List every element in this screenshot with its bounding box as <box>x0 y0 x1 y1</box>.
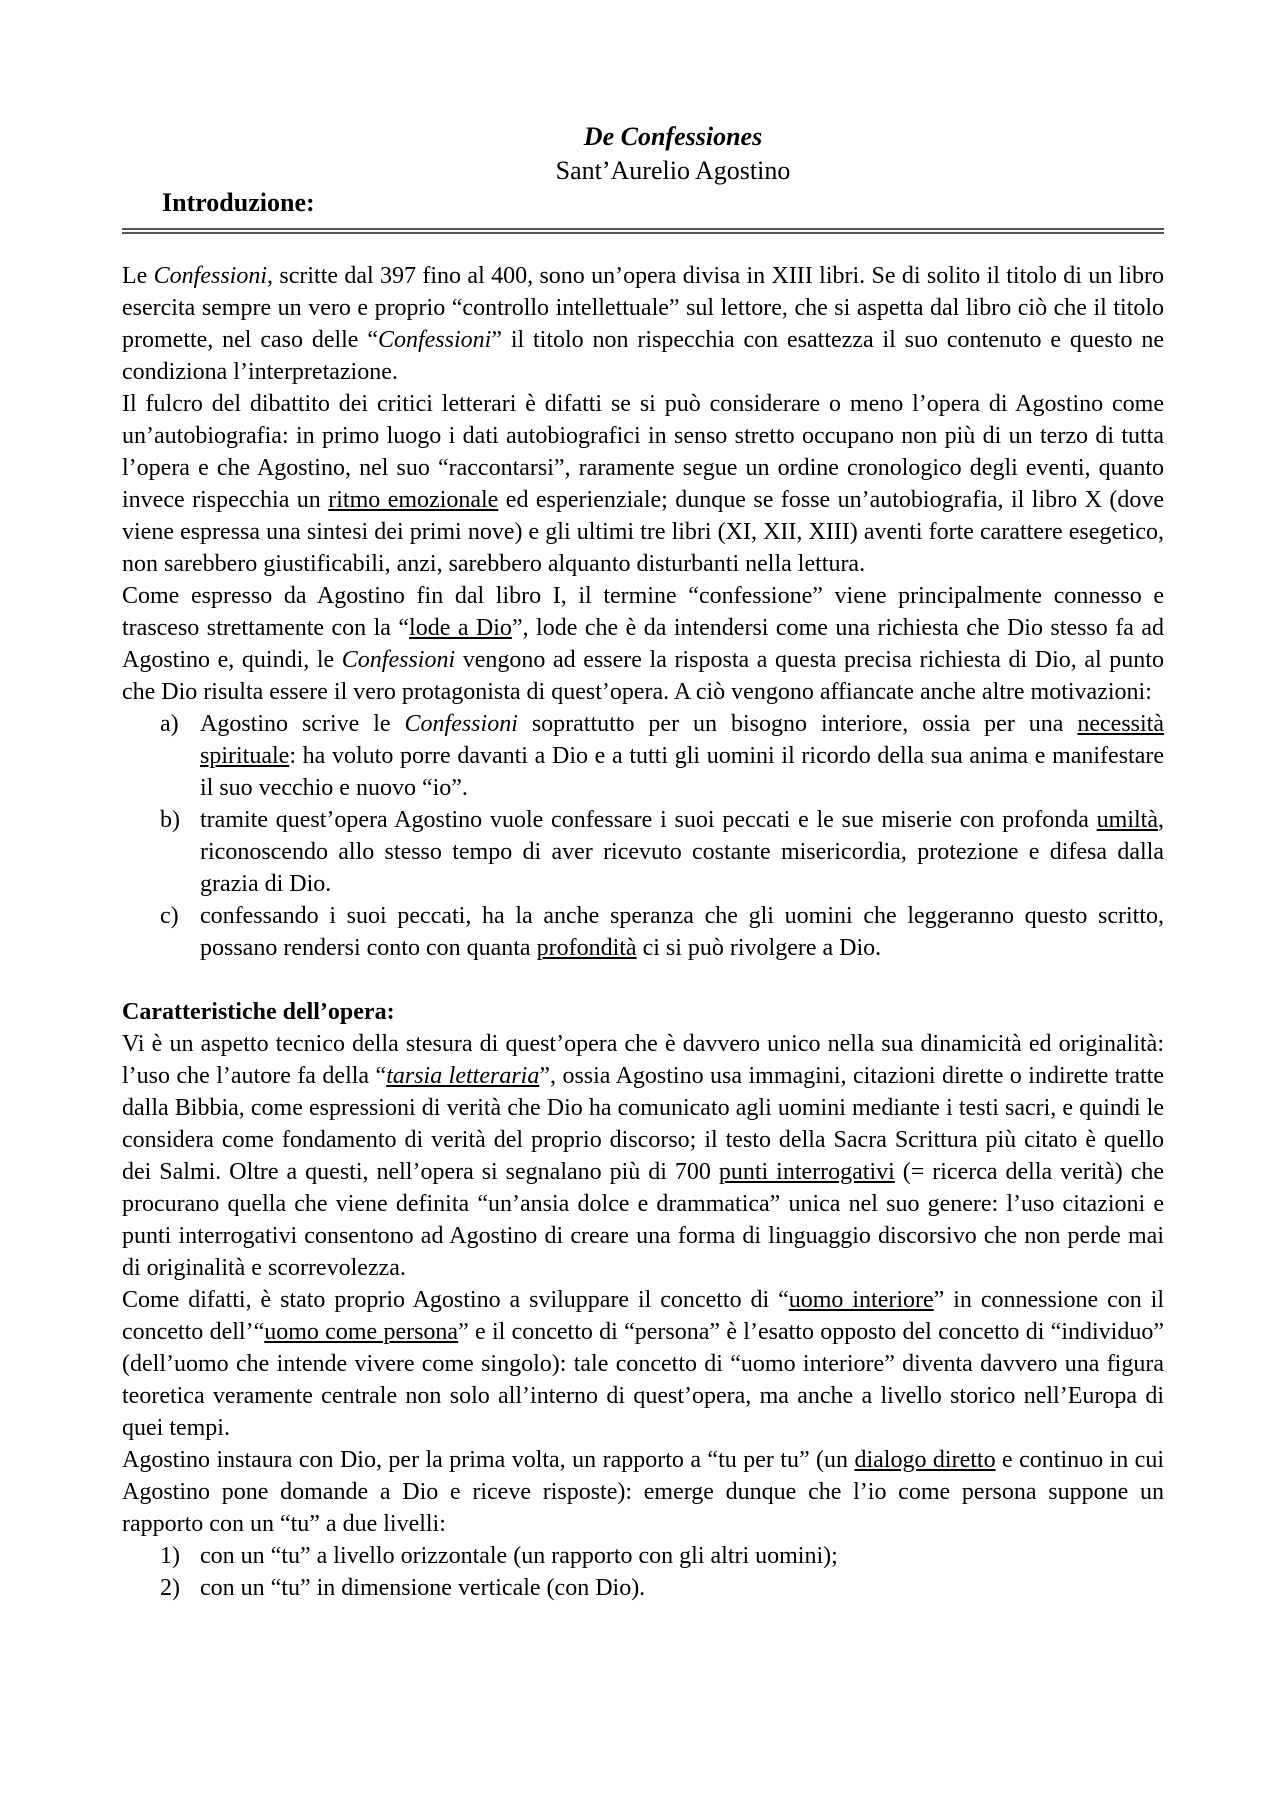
document-title: De Confessiones <box>583 122 763 151</box>
introduction-heading: Introduzione: <box>162 188 315 217</box>
text-run: vengono ad essere la risposta a questa precisa richiesta di Dio, al punto che Dio risulta essere il vero protagonista di quest’opera. A ciò vengono affiancate anche altre motivazioni: <box>122 647 1164 705</box>
features-paragraph-2 <box>122 1284 1164 1444</box>
list-item <box>160 1572 1164 1604</box>
list-item <box>160 804 1164 900</box>
list-item <box>160 708 1164 804</box>
relationship-levels-list <box>122 1540 1164 1604</box>
features-heading: Caratteristiche dell’opera: <box>122 999 395 1025</box>
italic-text: Confessioni <box>153 263 268 289</box>
underlined-text: profondità <box>536 935 637 961</box>
text-run: tramite quest’opera Agostino vuole confessare i suoi peccati e le sue miserie con profonda <box>200 807 1097 833</box>
list-marker: a) <box>160 711 179 737</box>
text-run: Come espresso da Agostino fin dal libro I, il termine “confessione” viene principalmente connesso e trasceso strettamente con la “ <box>122 583 1164 641</box>
text-run: con un “tu” in dimensione verticale (con Dio). <box>200 1575 646 1601</box>
text-run: (= ricerca della verità) che procurano quella che viene definita “un’ansia dolce e drammatica” unica nel suo genere: l’uso citazioni e punti interrogativi consentono ad Agostino di creare una forma di linguaggio discorsivo che non perde mai di originalità e scorrevolezza. <box>122 1159 1164 1281</box>
text-run: Agostino instaura con Dio, per la prima volta, un rapporto a “tu per tu” (un <box>122 1447 855 1473</box>
underlined-text: lode a Dio <box>409 615 512 641</box>
text-run: ci si può rivolgere a Dio. <box>636 935 882 961</box>
underlined-text: necessità spirituale <box>200 711 1164 769</box>
text-run: Agostino scrive le <box>200 711 405 737</box>
text-run: : ha voluto porre davanti a Dio e a tutti gli uomini il ricordo della sua anima e manifestare il suo vecchio e nuovo “io”. <box>200 743 1164 801</box>
list-item <box>160 1540 1164 1572</box>
underlined-text: dialogo diretto <box>854 1447 996 1473</box>
text-run: ” e il concetto di “persona” è l’esatto opposto del concetto di “individuo” (dell’uomo che intende vivere come singolo): tale concetto di “uomo interiore” diventa davvero una figura teoretica veramente centrale non solo all’interno di quest’opera, ma anche a livello storico nell’Europa di quei tempi. <box>122 1319 1164 1441</box>
text-run: Il fulcro del dibattito dei critici letterari è difatti se si può considerare o meno l’opera di Agostino come un’autobiografia: in primo luogo i dati autobiografici in senso stretto occupano non più di un terzo di tutta l’opera e che Agostino, nel suo “raccontarsi”, raramente segue un ordine cronologico degli eventi, quanto invece rispecchia un <box>122 391 1164 513</box>
list-marker: 1) <box>160 1543 180 1569</box>
intro-paragraph-1 <box>122 260 1164 388</box>
text-run: ”, ossia Agostino usa immagini, citazioni dirette o indirette tratte dalla Bibbia, come espressioni di verità che Dio ha comunicato agli uomini mediante i testi sacri, e quindi le considera come fondamento di verità del proprio discorso; il testo della Sacra Scrittura più citato è quello dei Salmi. Oltre a questi, nell’opera si segnalano più di 700 <box>122 1063 1165 1185</box>
underlined-text: punti interrogativi <box>718 1159 895 1185</box>
document-page <box>122 120 1164 1604</box>
double-divider <box>122 228 1164 234</box>
italic-text: Confessioni <box>341 647 456 673</box>
underlined-text: ritmo emozionale <box>328 487 499 513</box>
text-run: e continuo in cui Agostino pone domande a Dio e riceve risposte): emerge dunque che l’io come persona suppone un rapporto con un “tu” a due livelli: <box>122 1447 1164 1537</box>
text-run: Le <box>122 263 154 289</box>
document-subtitle: Sant’Aurelio Agostino <box>555 156 791 185</box>
list-marker: b) <box>160 807 180 833</box>
italic-text: Confessioni <box>377 327 492 353</box>
motivations-list <box>122 708 1164 964</box>
text-run: ed esperienziale; dunque se fosse un’autobiografia, il libro X (dove viene espressa una sintesi dei primi nove) e gli ultimi tre libri (XI, XII, XIII) aventi forte carattere esegetico, non sarebbero giustificabili, anzi, sarebbero alquanto disturbanti nella lettura. <box>122 487 1165 577</box>
features-paragraph-1 <box>122 1028 1164 1284</box>
text-run: , riconoscendo allo stesso tempo di aver ricevuto costante misericordia, protezione e difesa dalla grazia di Dio. <box>200 807 1164 897</box>
document-body <box>122 260 1164 1604</box>
list-marker: 2) <box>160 1575 180 1601</box>
italic-text: Confessioni <box>404 711 518 737</box>
intro-paragraph-2 <box>122 388 1164 580</box>
underlined-italic-text: tarsia letteraria <box>386 1063 540 1089</box>
text-run: ” in connessione con il concetto dell’“ <box>122 1287 1164 1345</box>
list-item <box>160 900 1164 964</box>
text-run: Vi è un aspetto tecnico della stesura di quest’opera che è davvero unico nella sua dinamicità ed originalità: l’uso che l’autore fa della “ <box>122 1031 1164 1089</box>
text-run: soprattutto per un bisogno interiore, ossia per una <box>517 711 1078 737</box>
list-marker: c) <box>160 903 179 929</box>
underlined-text: uomo come persona <box>264 1319 459 1345</box>
text-run: ”, lode che è da intendersi come una richiesta che Dio stesso fa ad Agostino e, quindi, le <box>122 615 1164 673</box>
text-run: Come difatti, è stato proprio Agostino a sviluppare il concetto di “ <box>122 1287 789 1313</box>
text-run: ” il titolo non rispecchia con esattezza il suo contenuto e questo ne condiziona l’interpretazione. <box>122 327 1164 385</box>
underlined-text: uomo interiore <box>788 1287 934 1313</box>
underlined-text: umiltà <box>1096 807 1158 833</box>
text-run: confessando i suoi peccati, ha la anche speranza che gli uomini che leggeranno questo scritto, possano rendersi conto con quanta <box>200 903 1164 961</box>
text-run: , scritte dal 397 fino al 400, sono un’opera divisa in XIII libri. Se di solito il titolo di un libro esercita sempre un vero e proprio “controllo intellettuale” sul lettore, che si aspetta dal libro ciò che il titolo promette, nel caso delle “ <box>122 263 1165 353</box>
intro-paragraph-3 <box>122 580 1164 708</box>
features-paragraph-3 <box>122 1444 1164 1540</box>
text-run: con un “tu” a livello orizzontale (un rapporto con gli altri uomini); <box>200 1543 838 1569</box>
